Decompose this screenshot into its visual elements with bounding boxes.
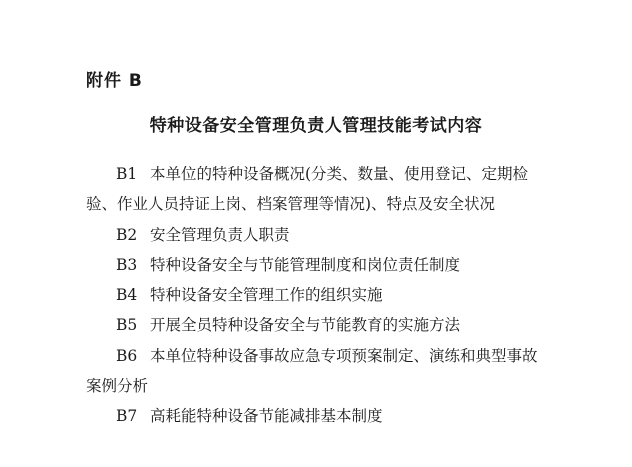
- item-text: 安全管理负责人职责: [150, 225, 290, 244]
- item-code: B4: [116, 286, 138, 305]
- item-code: B6: [116, 346, 138, 365]
- content-list: [86, 159, 548, 432]
- item-code: B1: [116, 165, 138, 183]
- attachment-label: 附件 B: [86, 71, 143, 91]
- item-code: B3: [116, 255, 138, 274]
- item-code: B5: [116, 316, 138, 335]
- list-item: [86, 341, 548, 402]
- document-title: 特种设备安全管理负责人管理技能考试内容: [149, 116, 483, 136]
- item-code: B7: [116, 407, 138, 426]
- item-text: 开展全员特种设备安全与节能教育的实施方法: [150, 316, 461, 335]
- list-item: [86, 220, 548, 250]
- item-text: 高耗能特种设备节能减排基本制度: [150, 407, 383, 426]
- list-item: [86, 310, 548, 340]
- list-item: [86, 401, 548, 431]
- list-item: [86, 280, 548, 310]
- item-text: 特种设备安全与节能管理制度和岗位责任制度: [150, 255, 461, 274]
- item-text: 本单位特种设备事故应急专项预案制定、演练和典型事故案例分析: [86, 346, 538, 396]
- item-text: 本单位的特种设备概况(分类、数量、使用登记、定期检验、作业人员持证上岗、档案管理等情况)、特点及安全状况: [86, 165, 529, 214]
- item-code: B2: [116, 225, 138, 244]
- list-item: [86, 159, 548, 220]
- item-text: 特种设备安全管理工作的组织实施: [150, 286, 383, 305]
- list-item: [86, 250, 548, 280]
